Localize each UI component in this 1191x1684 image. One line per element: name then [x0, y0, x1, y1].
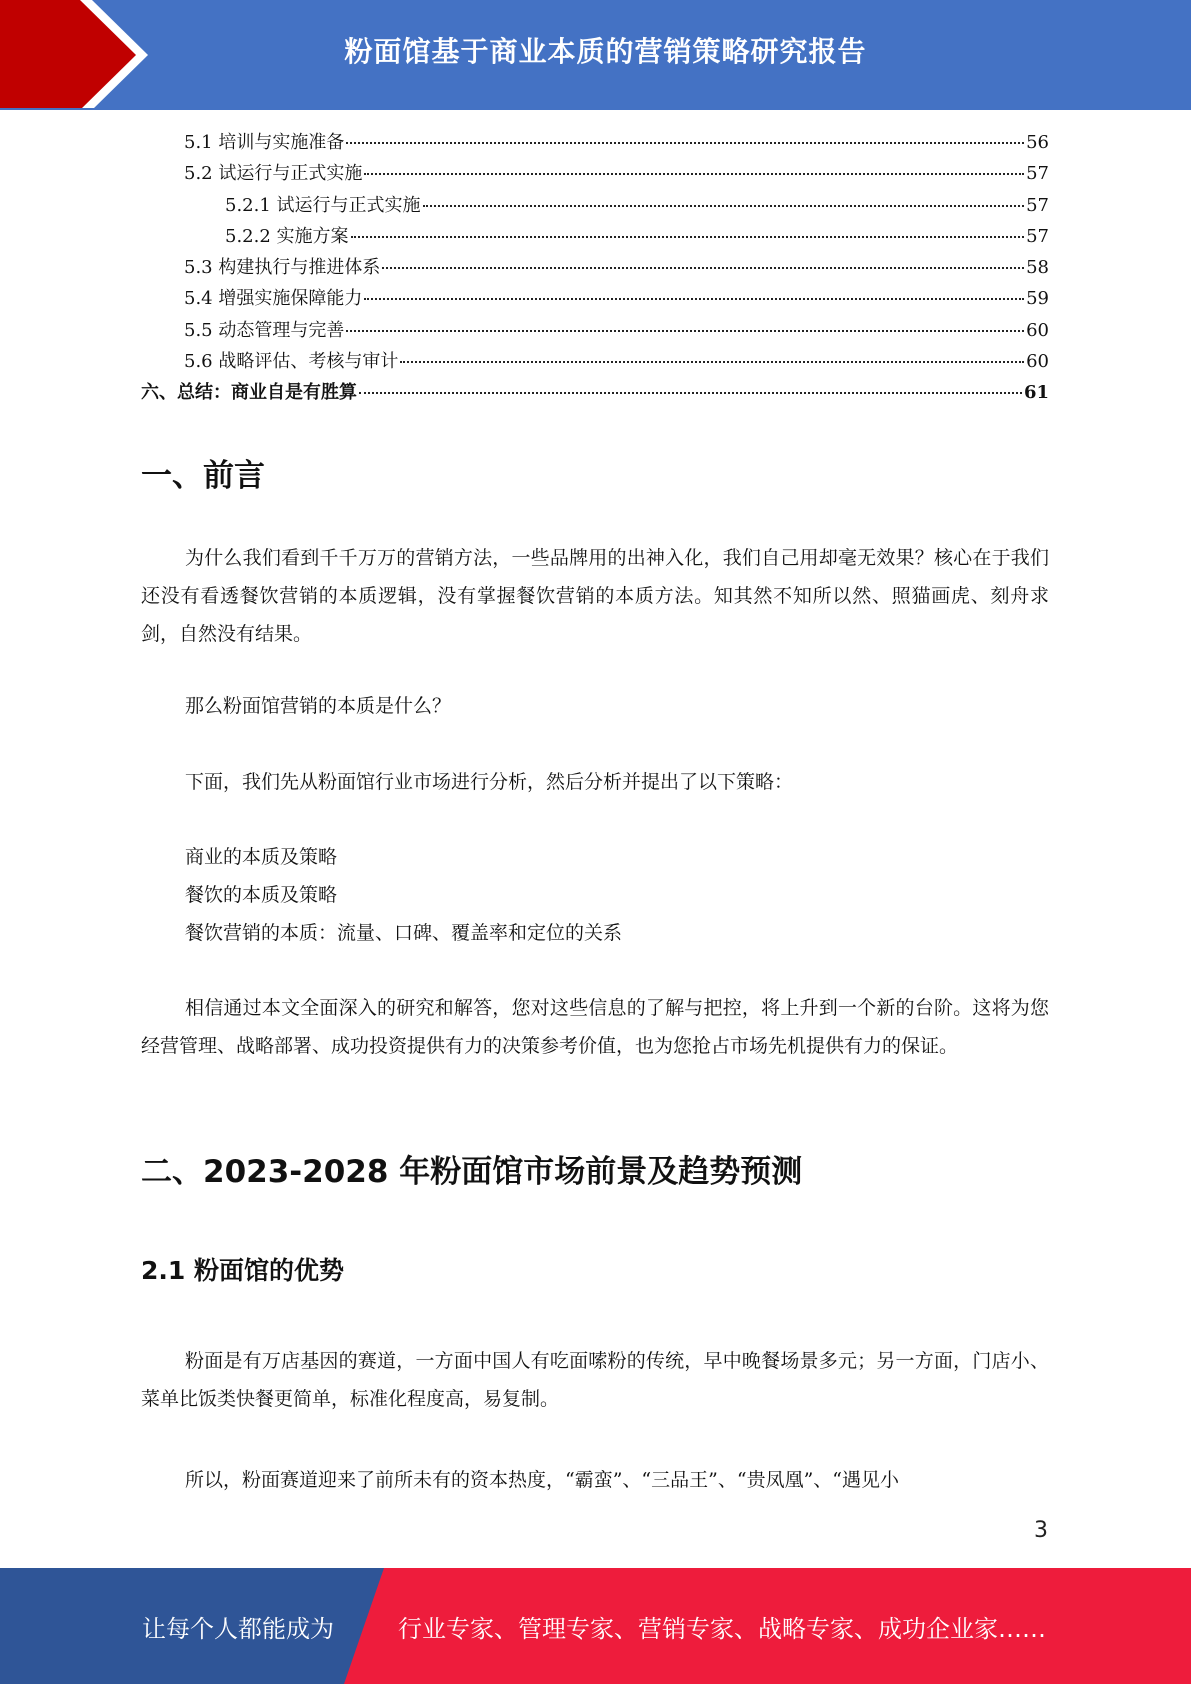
toc-entry[interactable] [141, 347, 1049, 378]
toc-entry-page: 56 [1026, 132, 1049, 153]
footer-slogan-left: 让每个人都能成为 [142, 1614, 334, 1643]
toc-leader [364, 173, 1024, 175]
toc-entry-text: 5.1 培训与实施准备 [184, 132, 345, 153]
toc-leader [400, 361, 1024, 363]
toc-entry-text: 5.2.2 实施方案 [225, 225, 349, 247]
toc-entry[interactable] [141, 253, 1049, 284]
toc-entry-page: 57 [1026, 225, 1049, 247]
report-title: 粉面馆基于商业本质的营销策略研究报告 [344, 35, 867, 68]
paragraph: 下面，我们先从粉面馆行业市场进行分析，然后分析并提出了以下策略： [185, 771, 794, 793]
paragraph: 所以，粉面赛道迎来了前所未有的资本热度，“霸蛮”、“三品王”、“贵凤凰”、“遇见小 [185, 1469, 899, 1491]
paragraph: 相信通过本文全面深入的研究和解答，您对这些信息的了解与把控，将上升到一个新的台阶。这将为您经营管理、战略部署、成功投资提供有力的决策参考价值，也为您抢占市场先机提供有力的保证。 [141, 997, 1049, 1057]
list-item: 餐饮的本质及策略 [185, 884, 338, 906]
paragraph: 为什么我们看到千千万万的营销方法，一些品牌用的出神入化，我们自己用却毫无效果？核心在于我们还没有看透餐饮营销的本质逻辑，没有掌握餐饮营销的本质方法。知其然不知所以然、照猫画虎、刻舟求剑，自然没有结果。 [141, 547, 1049, 645]
toc-entry[interactable] [141, 378, 1049, 409]
toc-leader [346, 142, 1024, 144]
page-header [0, 0, 1191, 110]
toc-leader [423, 205, 1025, 207]
table-of-contents [141, 128, 1049, 410]
toc-entry[interactable] [141, 222, 1049, 253]
page-footer [0, 1568, 1191, 1684]
toc-entry[interactable] [141, 284, 1049, 315]
toc-entry-text: 5.6 战略评估、考核与审计 [184, 351, 399, 373]
toc-entry-page: 59 [1026, 288, 1049, 310]
toc-entry-page: 57 [1026, 163, 1049, 185]
toc-leader [359, 392, 1022, 394]
toc-entry-text: 六、总结：商业自是有胜算 [141, 382, 357, 404]
toc-entry-text: 5.5 动态管理与完善 [184, 319, 345, 341]
toc-entry-page: 60 [1026, 351, 1049, 373]
toc-leader [351, 236, 1025, 238]
paragraph: 粉面是有万店基因的赛道，一方面中国人有吃面嗦粉的传统，早中晚餐场景多元；另一方面，门店小、菜单比饭类快餐更简单，标准化程度高，易复制。 [141, 1350, 1049, 1410]
subsection-heading: 2.1 粉面馆的优势 [141, 1256, 344, 1285]
toc-entry[interactable] [141, 316, 1049, 347]
toc-entry-page: 61 [1023, 382, 1049, 404]
toc-entry-text: 5.2.1 试运行与正式实施 [225, 194, 421, 216]
section-heading: 二、2023-2028 年粉面馆市场前景及趋势预测 [141, 1154, 803, 1190]
footer-slogan-right: 行业专家、管理专家、营销专家、战略专家、成功企业家…… [398, 1614, 1046, 1643]
toc-leader [346, 330, 1024, 332]
toc-leader [364, 298, 1024, 300]
toc-entry[interactable] [141, 128, 1049, 159]
toc-entry-page: 57 [1026, 194, 1049, 216]
paragraph: 那么粉面馆营销的本质是什么？ [185, 695, 452, 717]
toc-entry-text: 5.4 增强实施保障能力 [184, 288, 363, 310]
toc-entry-page: 60 [1026, 319, 1049, 341]
toc-entry-text: 5.2 试运行与正式实施 [184, 163, 363, 185]
list-item: 餐饮营销的本质：流量、口碑、覆盖率和定位的关系 [185, 922, 623, 944]
toc-entry[interactable] [141, 191, 1049, 222]
toc-entry[interactable] [141, 159, 1049, 190]
toc-leader [382, 267, 1024, 269]
section-heading: 一、前言 [141, 458, 265, 494]
toc-entry-page: 58 [1026, 257, 1049, 279]
page-number: 3 [1034, 1518, 1048, 1543]
list-item: 商业的本质及策略 [185, 846, 338, 868]
toc-entry-text: 5.3 构建执行与推进体系 [184, 257, 381, 279]
